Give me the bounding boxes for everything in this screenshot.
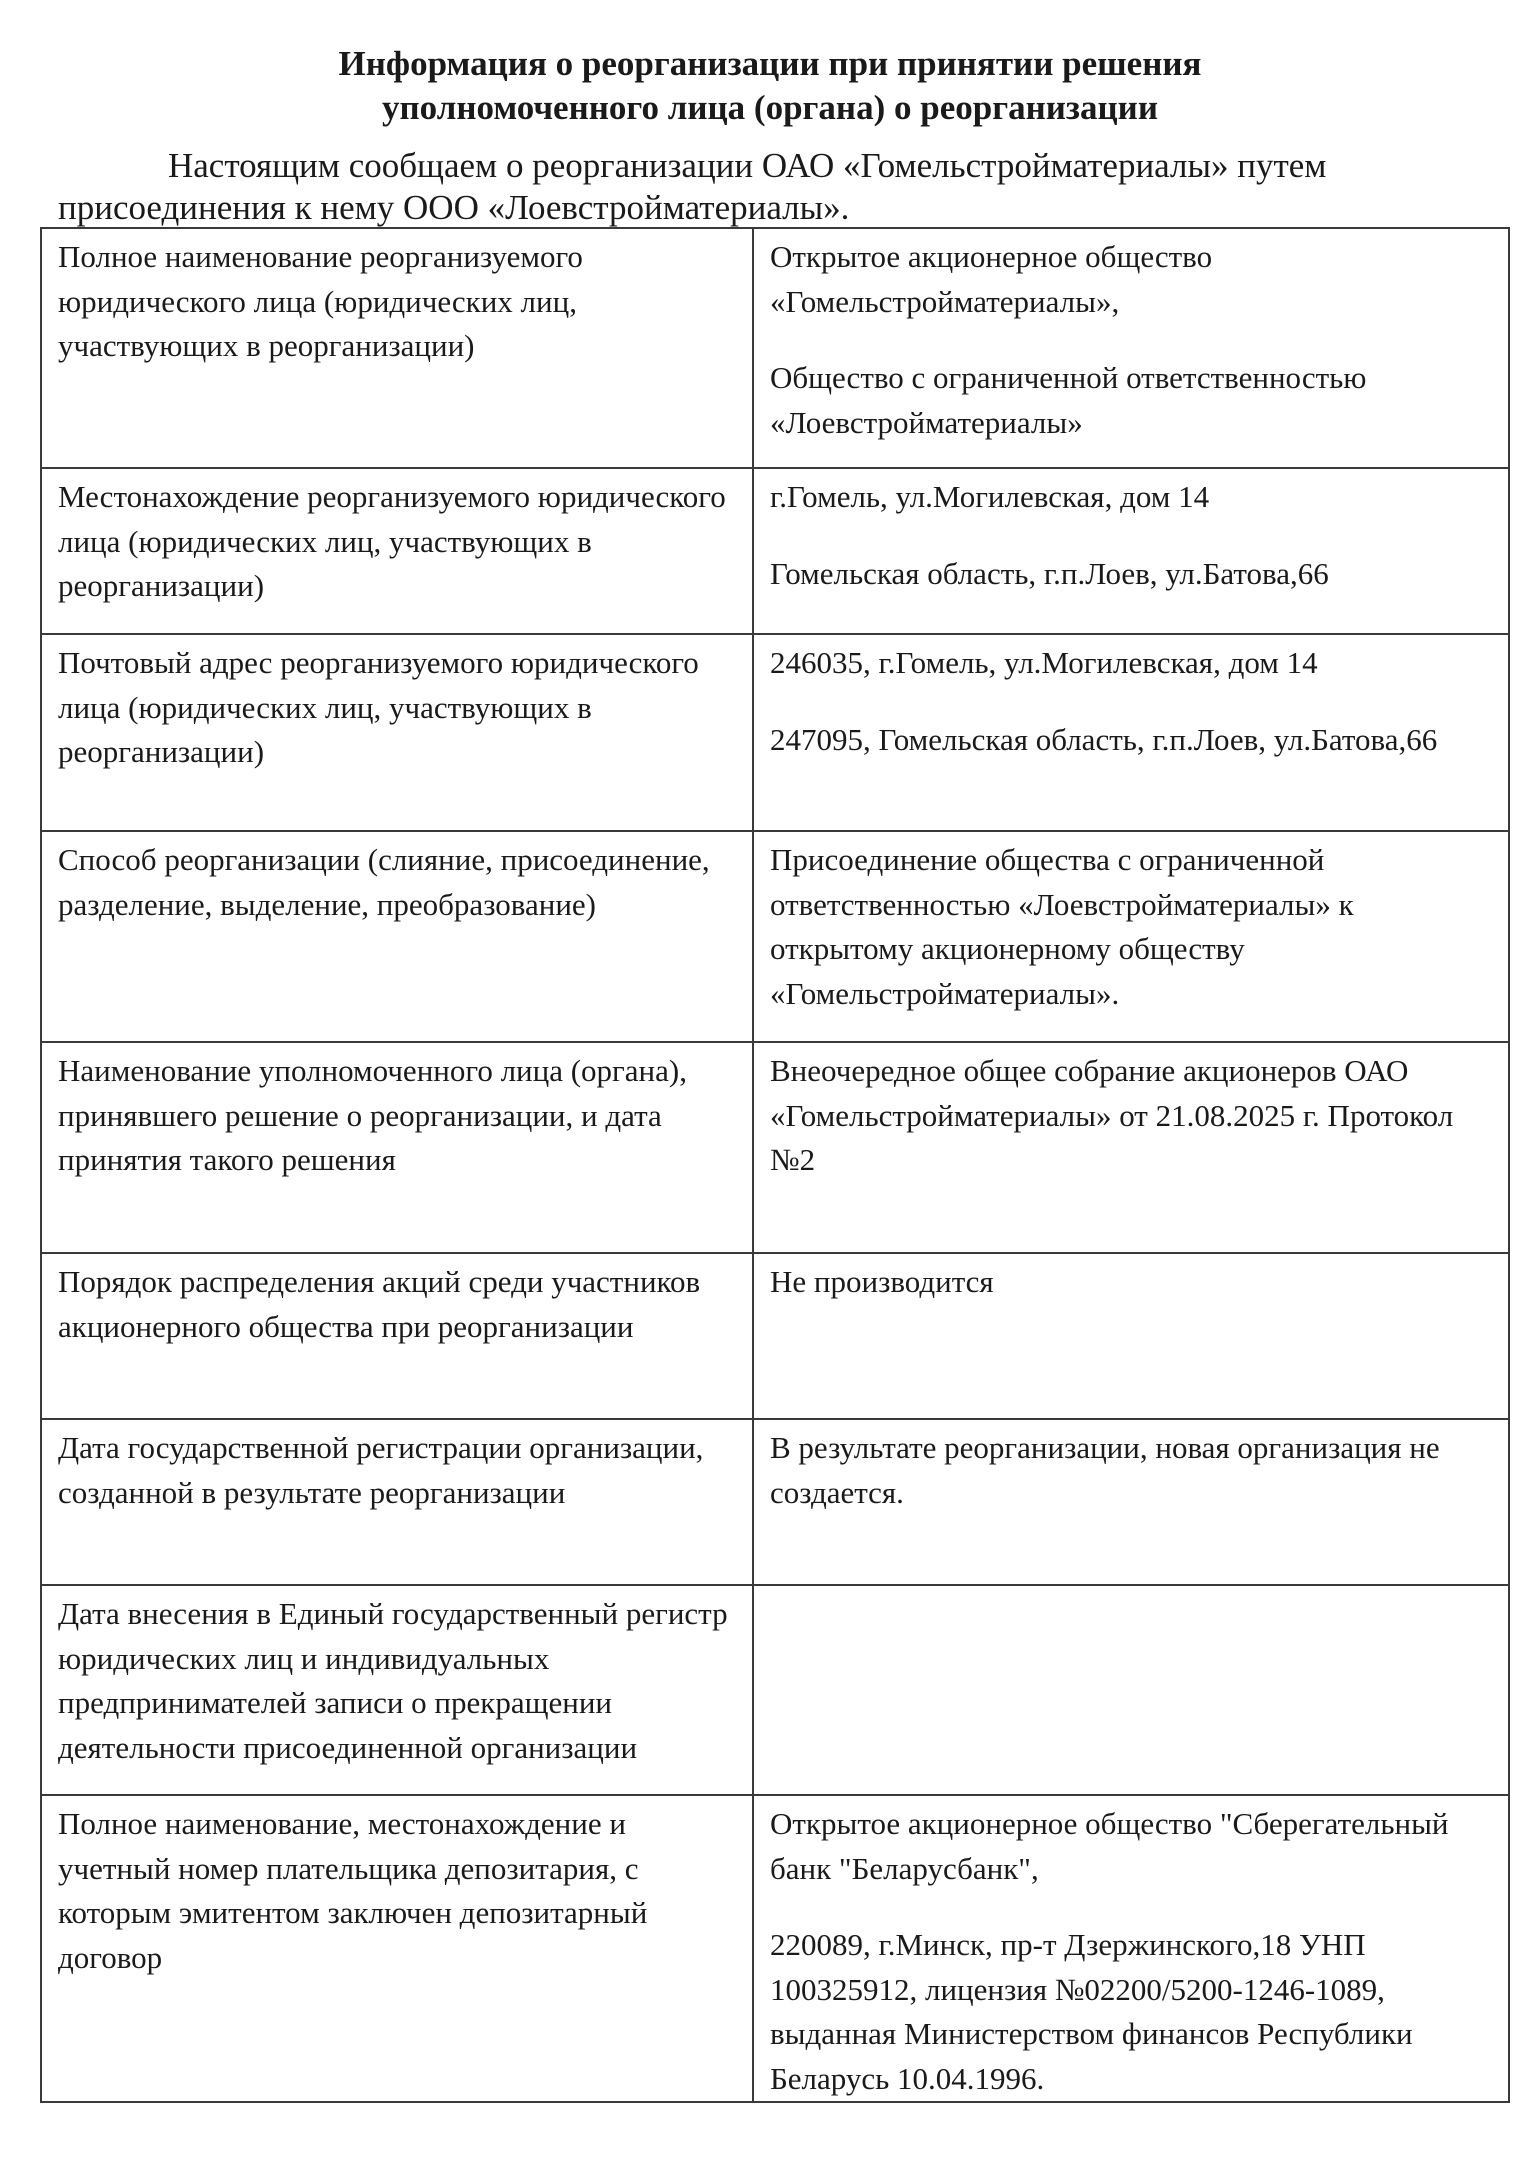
row-value xyxy=(753,1042,1509,1253)
row-label: Способ реорганизации (слияние, присоединение, разделение, выделение, преобразование) xyxy=(41,831,753,1042)
row-label: Дата государственной регистрации организации, созданной в результате реорганизации xyxy=(41,1419,753,1585)
row-label: Полное наименование реорганизуемого юридического лица (юридических лиц, участвующих в реорганизации) xyxy=(41,228,753,468)
value-paragraph: Присоединение общества с ограниченной ответственностью «Лоевстройматериалы» к открытому акционерному обществу «Гомельстройматериалы». xyxy=(770,842,1354,1011)
row-value xyxy=(753,1253,1509,1419)
value-paragraph: 247095, Гомельская область, г.п.Лоев, ул.Батова,66 xyxy=(770,721,1438,757)
reorganization-info-table xyxy=(40,227,1510,2103)
row-value xyxy=(753,831,1509,1042)
table-row xyxy=(41,1253,1509,1419)
row-value xyxy=(753,468,1509,634)
value-paragraph: 220089, г.Минск, пр-т Дзержинского,18 УНП 100325912, лицензия №02200/5200-1246-1089, выданная Министерством финансов Республики Беларусь 10.04.1996. xyxy=(770,1927,1413,2096)
value-paragraph: Открытое акционерное общество "Сберегательный банк "Беларусбанк", xyxy=(770,1806,1449,1886)
row-value xyxy=(753,228,1509,468)
value-paragraph: Внеочередное общее собрание акционеров ОАО «Гомельстройматериалы» от 21.08.2025 г. Протокол №2 xyxy=(770,1053,1454,1177)
row-value xyxy=(753,1795,1509,2102)
table-row xyxy=(41,1585,1509,1795)
table-row xyxy=(41,831,1509,1042)
value-paragraph: Открытое акционерное общество «Гомельстройматериалы», xyxy=(770,239,1213,319)
table-row xyxy=(41,1795,1509,2102)
row-value xyxy=(753,634,1509,831)
table-row xyxy=(41,468,1509,634)
document-title xyxy=(0,42,1540,130)
title-line-2: уполномоченного лица (органа) о реорганизации xyxy=(382,88,1158,127)
table-row xyxy=(41,1042,1509,1253)
value-paragraph: В результате реорганизации, новая организация не создается. xyxy=(770,1430,1440,1510)
title-line-1: Информация о реорганизации при принятии решения xyxy=(338,44,1202,83)
row-label: Местонахождение реорганизуемого юридического лица (юридических лиц, участвующих в реорганизации) xyxy=(41,468,753,634)
value-paragraph: Общество с ограниченной ответственностью «Лоевстройматериалы» xyxy=(770,360,1367,440)
row-label: Порядок распределения акций среди участников акционерного общества при реорганизации xyxy=(41,1253,753,1419)
value-paragraph: 246035, г.Гомель, ул.Могилевская, дом 14 xyxy=(770,645,1318,680)
row-label: Почтовый адрес реорганизуемого юридического лица (юридических лиц, участвующих в реорганизации) xyxy=(41,634,753,831)
row-value xyxy=(753,1585,1509,1795)
table-row xyxy=(41,1419,1509,1585)
table-row xyxy=(41,228,1509,468)
value-paragraph: Не производится xyxy=(770,1264,994,1299)
table-row xyxy=(41,634,1509,831)
row-label: Наименование уполномоченного лица (органа), принявшего решение о реорганизации, и дата принятия такого решения xyxy=(41,1042,753,1253)
row-label: Полное наименование, местонахождение и учетный номер плательщика депозитария, с которым эмитентом заключен депозитарный договор xyxy=(41,1795,753,2102)
value-paragraph: г.Гомель, ул.Могилевская, дом 14 xyxy=(770,479,1210,514)
row-value xyxy=(753,1419,1509,1585)
row-label: Дата внесения в Единый государственный регистр юридических лиц и индивидуальных предпринимателей записи о прекращении деятельности присоединенной организации xyxy=(41,1585,753,1795)
intro-paragraph: Настоящим сообщаем о реорганизации ОАО «Гомельстройматериалы» путем присоединения к нему ООО «Лоевстройматериалы». xyxy=(58,146,1327,227)
value-paragraph: Гомельская область, г.п.Лоев, ул.Батова,66 xyxy=(770,555,1329,591)
